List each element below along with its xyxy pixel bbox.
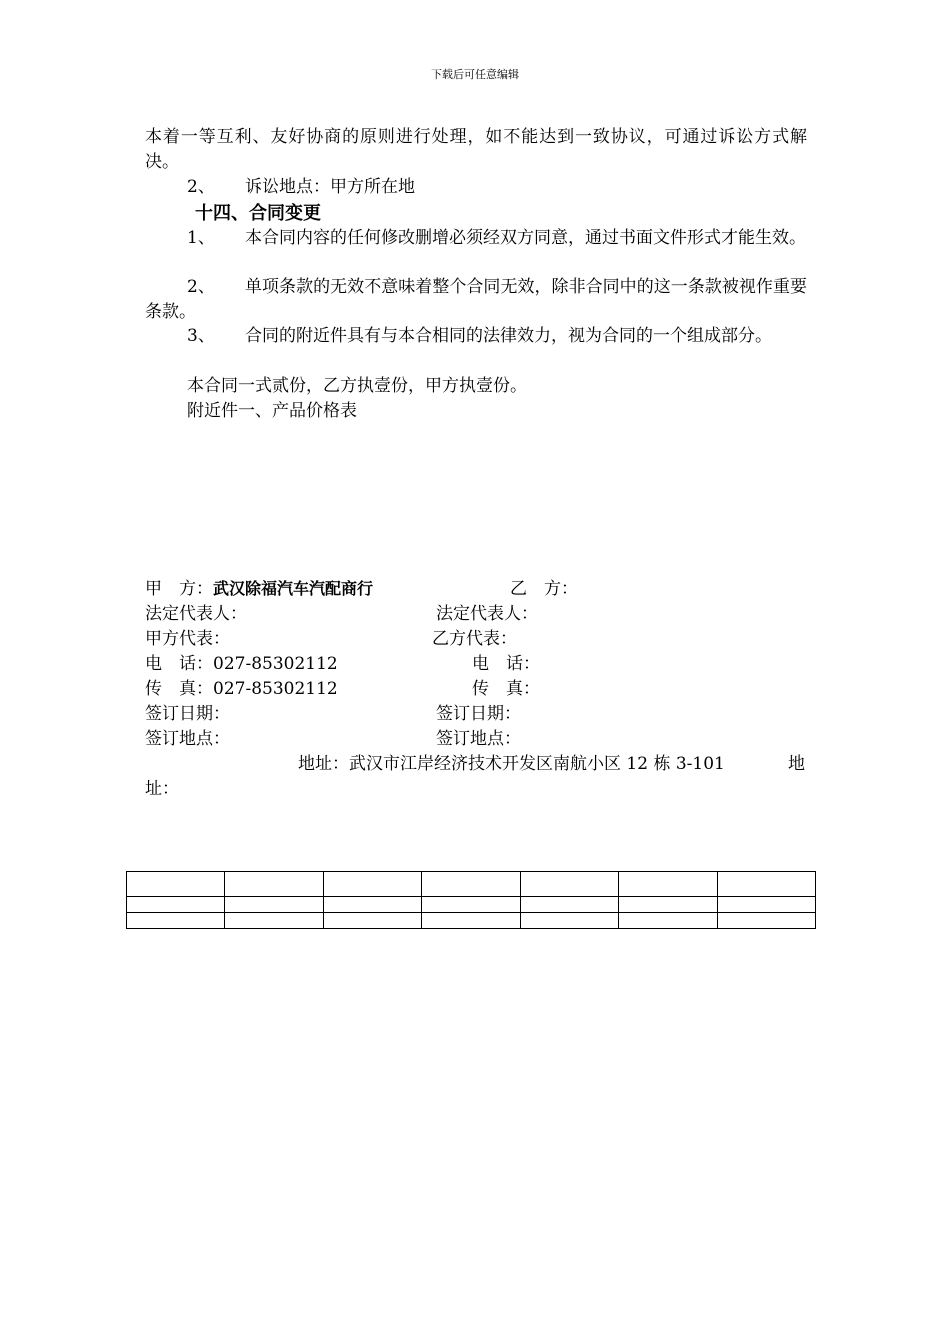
- address-b-label-part1: 地: [788, 754, 805, 774]
- phone-a-line: [145, 649, 338, 674]
- table-cell: [717, 897, 815, 913]
- phone-b-label: 电 话：: [472, 654, 540, 674]
- table-cell: [717, 913, 815, 929]
- table-row: [127, 897, 816, 913]
- legal-rep-b: 法定代表人：: [436, 604, 538, 624]
- table-cell: [520, 897, 618, 913]
- table-cell: [323, 872, 421, 897]
- change-clause-2: 单项条款的无效不意味着整个合同无效，除非合同中的这一条款被视作重要条款。: [145, 277, 807, 322]
- table-cell: [127, 897, 225, 913]
- party-b-label: 乙 方：: [510, 579, 578, 599]
- section-title: 十四、合同变更: [195, 203, 321, 224]
- phone-a-value: 027-85302112: [213, 654, 338, 674]
- party-a-line: [145, 574, 373, 599]
- place-b: 签订地点：: [436, 729, 521, 749]
- attachment-title: 附近件一、产品价格表: [187, 401, 357, 421]
- legal-rep-a: 法定代表人：: [145, 604, 247, 624]
- rep-a: 甲方代表：: [145, 629, 230, 649]
- table-cell: [619, 913, 717, 929]
- fax-a-value: 027-85302112: [213, 679, 338, 699]
- change-clause-2-number: 2、: [187, 277, 215, 297]
- rep-b: 乙方代表：: [432, 629, 517, 649]
- table-cell: [619, 897, 717, 913]
- date-b: 签订日期：: [436, 704, 521, 724]
- table-cell: [422, 913, 520, 929]
- clause-litigation-place: 诉讼地点：甲方所在地: [245, 177, 415, 197]
- change-clause-3: 合同的附近件具有与本合相同的法律效力，视为合同的一个组成部分。: [245, 326, 772, 346]
- table-cell: [520, 872, 618, 897]
- price-table: [126, 871, 816, 929]
- copies-statement: 本合同一式贰份，乙方执壹份，甲方执壹份。: [187, 376, 527, 396]
- clause-2-number: 2、: [187, 177, 215, 197]
- table-cell: [225, 872, 323, 897]
- party-a-label: 甲 方：: [145, 579, 213, 599]
- table-cell: [422, 872, 520, 897]
- table-cell: [717, 872, 815, 897]
- fax-b-label: 传 真：: [472, 679, 540, 699]
- table-row: [127, 872, 816, 897]
- table-cell: [127, 872, 225, 897]
- change-clause-1: 本合同内容的任何修改删增必须经双方同意，通过书面文件形式才能生效。: [245, 228, 806, 248]
- address-b-label-part2: 址：: [145, 779, 179, 799]
- fax-a-label: 传 真：: [145, 679, 213, 699]
- party-a-name: 武汉除福汽车汽配商行: [213, 579, 374, 598]
- paragraph-dispute-resolution: 本着一等互利、友好协商的原则进行处理，如不能达到一致协议，可通过诉讼方式解决。: [145, 127, 807, 172]
- table-cell: [323, 897, 421, 913]
- table-row: [127, 913, 816, 929]
- table-cell: [422, 897, 520, 913]
- change-clause-3-number: 3、: [187, 326, 215, 346]
- table-cell: [619, 872, 717, 897]
- change-clause-1-number: 1、: [187, 228, 215, 248]
- fax-a-line: [145, 674, 338, 699]
- table-cell: [520, 913, 618, 929]
- header-note: 下载后可任意编辑: [431, 68, 519, 81]
- table-cell: [225, 897, 323, 913]
- date-a: 签订日期：: [145, 704, 230, 724]
- table-cell: [225, 913, 323, 929]
- table-cell: [127, 913, 225, 929]
- place-a: 签订地点：: [145, 729, 230, 749]
- address-a: 地址：武汉市江岸经济技术开发区南航小区 12 栋 3-101: [298, 754, 725, 774]
- phone-a-label: 电 话：: [145, 654, 213, 674]
- table-cell: [323, 913, 421, 929]
